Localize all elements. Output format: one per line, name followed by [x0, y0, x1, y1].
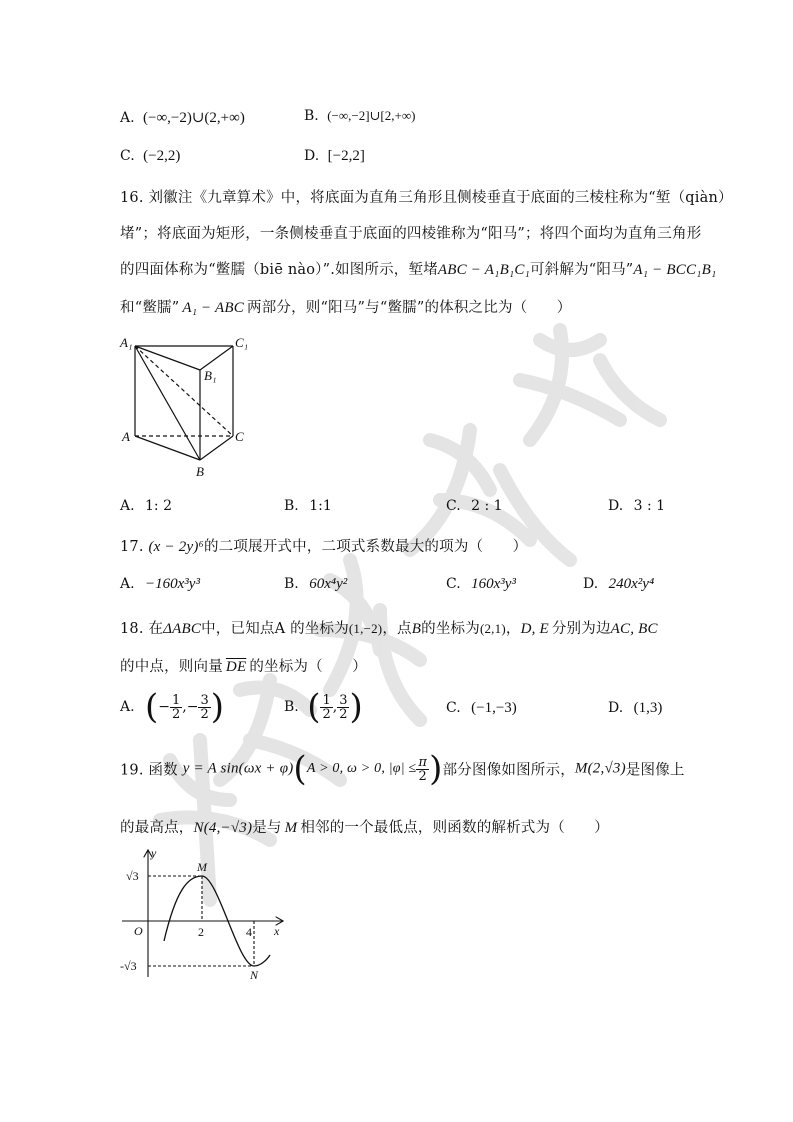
- edge-a1b: [135, 346, 200, 460]
- q16-stem-line2: 堵”；将底面为矩形，一条侧棱垂直于底面的四棱锥称为“阳马”；将四个面均为直角三角形: [120, 226, 702, 242]
- edge-b1c1: [200, 346, 233, 370]
- q18-stem-line2: 的中点，则向量 $\overline{DE}$ 的坐标为（ ）: [120, 659, 367, 675]
- q18-stem-line1: 18. 在ΔABC中，已知点A 的坐标为(1,−2)，点B的坐标为(2,1)，D, E 分别为边AC, BC: [120, 621, 658, 637]
- label-n: N: [250, 968, 259, 982]
- q16-stem-line3: 的四面体称为“鳖臑（biē nào）”.如图所示，堑堵ABC − A₁B₁C₁可斜解为“阳马”A₁ − BCC₁B₁: [120, 262, 717, 278]
- q15-option-a[interactable]: A. (−∞,−2)∪(2,+∞): [120, 110, 245, 126]
- label-y: y: [151, 846, 157, 860]
- tick-2: 2: [198, 925, 204, 939]
- q15-option-c[interactable]: C. (−2,2): [120, 148, 181, 164]
- tick-neg-sqrt3: -√3: [120, 959, 137, 973]
- q19-stem-line2: 的最高点，N(4,−√3)是与 M 相邻的一个最低点，则函数的解析式为（ ）: [120, 820, 610, 836]
- q17-stem: 17. (x − 2y)⁶的二项展开式中，二项式系数最大的项为（ ）: [120, 539, 528, 555]
- label-m: M: [197, 860, 207, 874]
- label-c1: C₁: [235, 335, 249, 350]
- edge-a1c-hidden: [135, 346, 233, 436]
- q16-option-c[interactable]: C. 2 : 1: [446, 498, 503, 514]
- label-b: B: [196, 464, 204, 479]
- q18-option-a[interactable]: A. (− $\frac{1}{2}$ ,− $\frac{3}{2}$ ): [120, 687, 225, 727]
- label-x: x: [274, 924, 280, 938]
- tick-sqrt3: √3: [126, 869, 139, 883]
- q16-option-d[interactable]: D. 3 : 1: [608, 498, 666, 514]
- frac-3-2: $\frac{3}{2}$: [339, 692, 348, 722]
- edge-ab: [135, 436, 200, 460]
- tick-4: 4: [246, 925, 252, 939]
- frac-1-2: $\frac{1}{2}$: [322, 692, 331, 722]
- label-b1: B₁: [204, 368, 217, 383]
- label-a1: A₁: [120, 335, 133, 350]
- frac-1-2: $\frac{1}{2}$: [172, 692, 181, 722]
- frac-3-2: $\frac{3}{2}$: [200, 692, 209, 722]
- q19-stem-line1: 19. 函数 y = A sin(ωx + φ)(A > 0, ω > 0, |φ| ≤ $\frac{\pi}{2}$ )部分图像如图所示，M(2,√3)是图像上: [120, 749, 685, 789]
- q19-sine-graph: [118, 845, 288, 985]
- q16-option-a[interactable]: A. 1: 2: [120, 498, 172, 514]
- q16-stem-line4: 和“鳖臑” A₁ − ABC 两部分，则“阳马”与“鳖臑”的体积之比为（ ）: [120, 300, 572, 316]
- q17-option-c[interactable]: C. 160x³y³: [446, 576, 516, 592]
- q17-option-a[interactable]: A. −160x³y³: [120, 576, 200, 592]
- q17-option-d[interactable]: D. 240x²y⁴: [583, 576, 655, 592]
- q15-option-b[interactable]: B. (−∞,−2]∪[2,+∞): [304, 108, 416, 124]
- q17-option-b[interactable]: B. 60x⁴y²: [284, 576, 348, 592]
- edge-bc: [200, 436, 233, 460]
- label-c: C: [235, 429, 244, 444]
- edge-a1b1: [135, 346, 200, 370]
- label-origin: O: [134, 924, 143, 938]
- q15-option-d[interactable]: D. [−2,2]: [304, 148, 365, 164]
- q18-option-b[interactable]: B. ( $\frac{1}{2}$ , $\frac{3}{2}$ ): [284, 687, 363, 727]
- q16-prism-figure: [118, 332, 258, 482]
- q18-option-d[interactable]: D. (1,3): [608, 700, 663, 716]
- q18-option-c[interactable]: C. (−1,−3): [446, 700, 517, 716]
- label-a: A: [122, 429, 130, 444]
- q16-option-b[interactable]: B. 1:1: [284, 498, 332, 514]
- q16-stem-line1: 16. 刘徽注《九章算术》中，将底面为直角三角形且侧棱垂直于底面的三棱柱称为“堑（qiàn）: [120, 190, 733, 206]
